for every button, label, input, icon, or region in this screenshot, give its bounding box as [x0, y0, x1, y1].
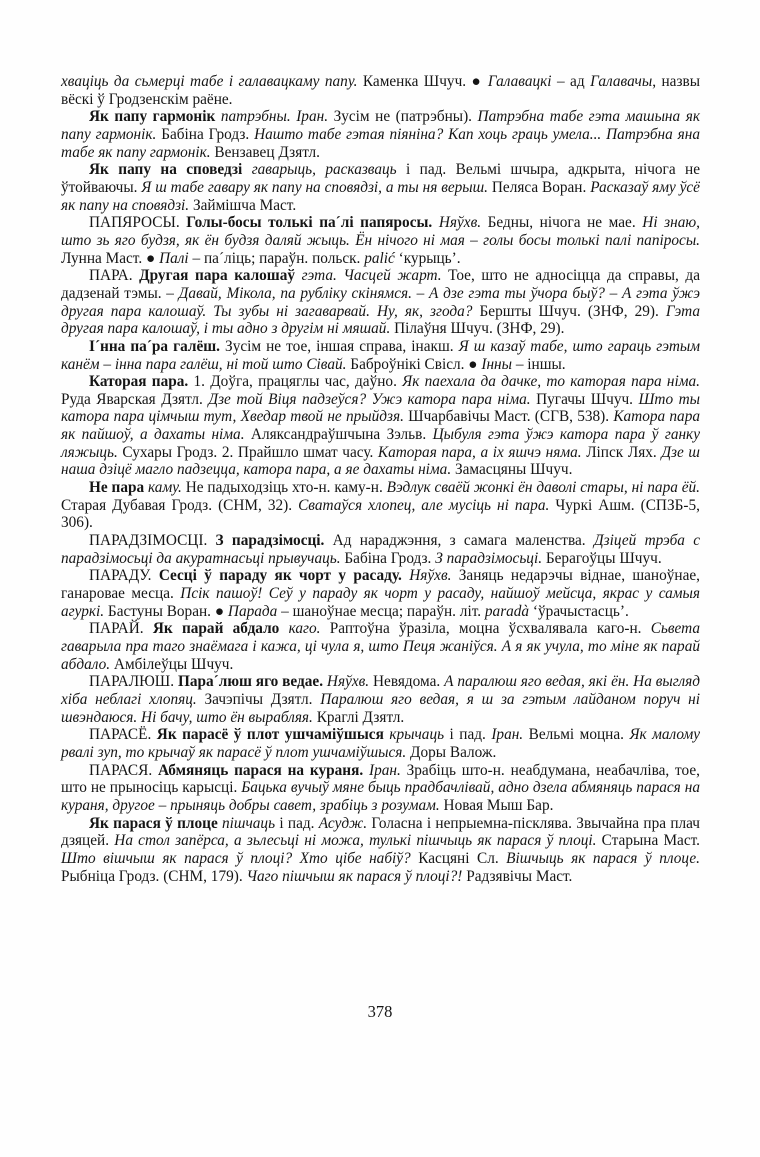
- text-run: Што ты катора пара цімчыш тут, Хведар твой не прыйдзя.: [61, 390, 701, 426]
- text-run: Зачэпічы Дзятл.: [204, 690, 321, 708]
- text-run: Вішчыць як парася ў плоце.: [506, 849, 700, 867]
- text-run: Ні знаю, што зь яго будзя, як ён будзя даляй жыць. Ён нічого ні мая – голы босы толькі палі папіросы.: [61, 214, 700, 249]
- text-run: Доры Валож.: [410, 743, 497, 761]
- text-run: Замасцяны Шчуч.: [454, 461, 573, 479]
- text-run: Катора пара як пайшоў, а дахаты німа.: [61, 408, 700, 444]
- text-run: Бацька вучыў мяне быць прадбачлівай, адно дзела абмяняць парася на кураня, другое – прыняць добры савет, зрабіць з розумам.: [61, 779, 700, 814]
- text-run: – іншы.: [515, 355, 566, 373]
- paragraph: [61, 673, 700, 726]
- text-run: і пад. Вельмі шчыра, адкрыта, нічога не ўтойваючы.: [61, 161, 700, 196]
- text-run: Палі: [159, 249, 193, 267]
- text-run: Зусім не тое, іншая справа, інакш.: [225, 337, 459, 355]
- text-run: Раптоўна ўразіла, моцна ўсхвалявала каго-н.: [329, 620, 651, 638]
- text-run: Баброўнікі Свісл. ●: [350, 355, 482, 373]
- text-run: Голасна і непрыемна-пісклява. Звычайна пра плач дзяцей.: [61, 814, 701, 850]
- paragraph: [61, 815, 700, 886]
- text-run: Няўхв.: [326, 673, 373, 691]
- text-run: Як малому рвалі зуп, то крычаў як парасё ў плот ушчаміўшыся.: [61, 726, 701, 761]
- text-run: Як парасё ў плот ушчаміўшыся: [156, 726, 390, 744]
- text-run: ПАРАЛЮШ.: [89, 673, 178, 691]
- text-run: Вэдлук сваёй жонкі ён даволі стары, ні пара ёй.: [386, 479, 700, 497]
- text-run: Берагоўцы Шчуч.: [545, 549, 662, 567]
- text-run: Новая Мыш Бар.: [443, 796, 554, 814]
- text-run: Цыбуля гэта ўжэ катора пара ў ганку ляжыць.: [61, 426, 700, 461]
- text-run: ‘ўрачыстасць’.: [532, 602, 629, 620]
- paragraph: [61, 108, 700, 161]
- text-run: Іран.: [369, 761, 407, 779]
- paragraph: [61, 726, 700, 761]
- text-run: Паралюш яго ведая, я ш за гэтым лайданом поруч ні швэндаюся. Ні бачу, што ён вырабляя.: [61, 690, 701, 726]
- text-run: Як парай абдало: [152, 620, 289, 638]
- text-run: Бабіна Гродз.: [161, 125, 255, 143]
- text-run: Бабіна Гродз.: [344, 549, 436, 567]
- text-run: Асудж.: [318, 814, 372, 832]
- text-run: І´нна па´ра галёш.: [89, 337, 226, 355]
- page-text: [61, 73, 700, 885]
- text-run: Каторая пара.: [89, 373, 194, 391]
- text-run: Патрэбна табе гэта машына як папу гармонік.: [61, 108, 700, 143]
- text-run: Сухары Гродз. 2. Прайшло шмат часу.: [122, 443, 378, 461]
- text-run: Бастуны Воран. ●: [107, 602, 228, 620]
- text-run: Галавачы: [590, 73, 653, 90]
- text-run: – шаноўнае месца; параўн. літ.: [281, 602, 485, 620]
- text-run: Як парася ў плоце: [89, 814, 223, 832]
- text-run: Нашто табе гэтая піяніна? Кап хоць граць умела... Патрэбна яна табе як папу гармонік.: [61, 125, 700, 161]
- text-run: Гэта другая пара калошаў, і ты адно з другім ні мяшай.: [61, 302, 700, 338]
- paragraph: [61, 532, 700, 567]
- text-run: Няўхв.: [438, 214, 488, 232]
- text-run: Сватаўся хлопец, але мусіць ні пара.: [298, 496, 556, 514]
- text-run: Зусім не (патрэбны).: [333, 108, 478, 126]
- text-run: Іран.: [491, 726, 529, 744]
- text-run: Абмяняць парася на кураня.: [157, 761, 369, 779]
- text-run: Каторая пара, а іх яшчэ няма.: [377, 443, 587, 461]
- text-run: Пара´люш яго ведае.: [177, 673, 327, 691]
- text-run: Вельмі моцна.: [528, 726, 630, 744]
- text-run: paradà: [484, 602, 533, 620]
- text-run: Каменка Шчуч. ●: [362, 73, 488, 90]
- text-run: ПАРАСЁ.: [89, 726, 157, 744]
- text-run: Бершты Шчуч. (ЗНФ, 29).: [479, 302, 666, 320]
- paragraph: [61, 73, 700, 108]
- text-run: , назвы вёскі ў Гродзенскім раёне.: [61, 73, 700, 108]
- text-run: Галавацкі: [487, 73, 557, 90]
- text-run: Тое, што не адносіцца да справы, да дадзенай тэмы.: [61, 267, 700, 302]
- text-run: З парадзімосці.: [215, 532, 333, 550]
- text-run: Вензавец Дзятл.: [214, 143, 321, 161]
- text-run: Не пара: [89, 479, 149, 497]
- text-run: ‘курыць’.: [398, 249, 461, 267]
- text-run: Зрабіць што-н. неабдумана, неабачліва, тое, што не прыносіць карысці.: [61, 761, 700, 797]
- text-run: Як паехала да дачке, то каторая пара німа.: [402, 373, 700, 391]
- text-run: Ад нараджэння, з самага маленства.: [332, 532, 594, 550]
- text-run: Няўхв.: [409, 567, 459, 585]
- text-run: Радзявічы Маст.: [466, 867, 573, 885]
- text-run: – ад: [556, 73, 591, 90]
- paragraph: [61, 479, 700, 532]
- paragraph: [61, 338, 700, 373]
- text-run: Краглі Дзятл.: [316, 708, 405, 726]
- text-run: Голы-босы толькі па´лі папяросы.: [186, 214, 439, 232]
- text-run: Пугачы Шчуч.: [536, 390, 639, 408]
- text-run: Аляксандраўшчына Зэльв.: [250, 426, 433, 444]
- paragraph: [61, 373, 700, 479]
- text-run: Старая Дубавая Гродз. (СНМ, 32).: [61, 496, 299, 514]
- text-run: ПАРАДЗІМОСЦІ.: [89, 532, 216, 550]
- text-run: Дзе ш наша дзіцё магло падзецца, катора пара, а яе дахаты німа.: [61, 443, 700, 479]
- text-run: Другая пара калошаў: [139, 267, 302, 285]
- text-run: З парадзімосьці.: [435, 549, 546, 567]
- text-run: Старына Маст.: [601, 832, 700, 850]
- text-run: ПАПЯРОСЫ.: [89, 214, 187, 232]
- text-run: гэта. Часцей жарт.: [301, 267, 449, 285]
- text-run: Бедны, нічога не мае.: [487, 214, 643, 232]
- text-run: Я ш табе гавару як папу на сповядзі, а ты ня верыш.: [141, 178, 492, 196]
- text-run: Не падыходзіць хто-н. каму-н.: [185, 479, 387, 497]
- text-run: Сесці ў параду як чорт у расаду.: [158, 567, 410, 585]
- text-run: На стол запёрса, а зьлесьці ні можа, тулькі пішчыць як парася ў плоці.: [114, 832, 602, 850]
- text-run: крычаць: [389, 726, 450, 744]
- text-run: Шчарбавічы Маст. (СГВ, 538).: [408, 408, 614, 426]
- text-run: – па´ліць; параўн. польск.: [192, 249, 365, 267]
- text-run: Лунна Маст. ●: [61, 249, 160, 267]
- paragraph: [61, 214, 700, 267]
- text-run: Руда Яварская Дзятл.: [61, 390, 209, 408]
- text-run: гаварыць, расказваць: [251, 161, 406, 179]
- text-run: ПАРАЙ.: [89, 620, 153, 638]
- text-run: ПАРА.: [89, 267, 140, 285]
- text-run: – Давай, Мікола, па рубліку скінямся. – А дзе гэта ты ўчора быў? – А гэта ўжэ другая пара калошаў. Ты зубы ні загаварвай. Ну, як, згода?: [61, 284, 700, 320]
- text-run: Чаго пішчыш як парася ў плоці?!: [246, 867, 467, 885]
- text-run: Касцяні Сл.: [418, 849, 507, 867]
- text-run: Як папу на споведзі: [89, 161, 252, 179]
- text-run: Дзе той Віця падзеўся? Ужэ катора пара німа.: [208, 390, 537, 408]
- text-run: хваціць да сьмерці табе і галавацкаму папу.: [61, 73, 363, 90]
- text-run: Як папу гармонік: [89, 108, 221, 126]
- text-run: Ліпск Лях.: [586, 443, 662, 461]
- paragraph: [61, 762, 700, 815]
- text-run: Я ш казаў табе, што гараць гэтым канём – інна пара галёш, ні той што Сівай.: [61, 337, 700, 373]
- text-run: пішчаць: [222, 814, 280, 832]
- text-run: palić: [364, 249, 399, 267]
- text-run: Займішча Маст.: [192, 196, 297, 214]
- text-run: патрэбны. Іран.: [220, 108, 334, 126]
- text-run: А паралюш яго ведая, які ён. На выгляд хіба неблагі хлопяц.: [61, 673, 701, 708]
- text-run: Псік пашоў! Сеў у параду як чорт у расаду, найшоў мейсца, якрас у самыя агуркі.: [61, 585, 700, 620]
- text-run: Чуркі Ашм. (СПЗБ-5, 306).: [61, 496, 700, 532]
- text-run: Сьвета гаварыла пра таго знаёмага і кажа, ці чула я, што Пеця жаніўся. А я як учула, то міне як парай абдало.: [61, 620, 700, 673]
- text-run: Што вішчыш як парася ў плоці? Хто цібе набіў?: [61, 849, 419, 867]
- text-run: і пад.: [279, 814, 319, 832]
- text-run: Пеляса Воран.: [491, 178, 591, 196]
- text-run: ПАРАСЯ.: [89, 761, 158, 779]
- text-run: Парада: [227, 602, 282, 620]
- paragraph: [61, 267, 700, 338]
- text-run: Заняць недарэчы віднае, шаноўнае, ганаровае месца.: [61, 567, 701, 603]
- text-run: ПАРАДУ.: [89, 567, 159, 585]
- paragraph: [61, 620, 700, 673]
- text-run: Пілаўня Шчуч. (ЗНФ, 29).: [394, 320, 565, 338]
- text-run: Расказаў яму ўсё як папу на сповядзі.: [61, 178, 700, 214]
- page-number: 378: [367, 1002, 393, 1021]
- text-run: каго.: [288, 620, 330, 638]
- paragraph: [61, 567, 700, 620]
- text-run: і пад.: [449, 726, 492, 744]
- text-run: 1. Доўга, працяглы час, даўно.: [193, 373, 403, 391]
- text-run: Невядома.: [373, 673, 445, 691]
- text-run: Дзіцей трэба с парадзімосьці да акуратнасьці прывучаць.: [61, 532, 701, 567]
- paragraph: [61, 161, 700, 214]
- text-run: Рыбніца Гродз. (СНМ, 179).: [61, 867, 247, 885]
- text-run: Інны: [481, 355, 516, 373]
- text-run: каму.: [148, 479, 186, 497]
- text-run: Амбілеўцы Шчуч.: [113, 655, 234, 673]
